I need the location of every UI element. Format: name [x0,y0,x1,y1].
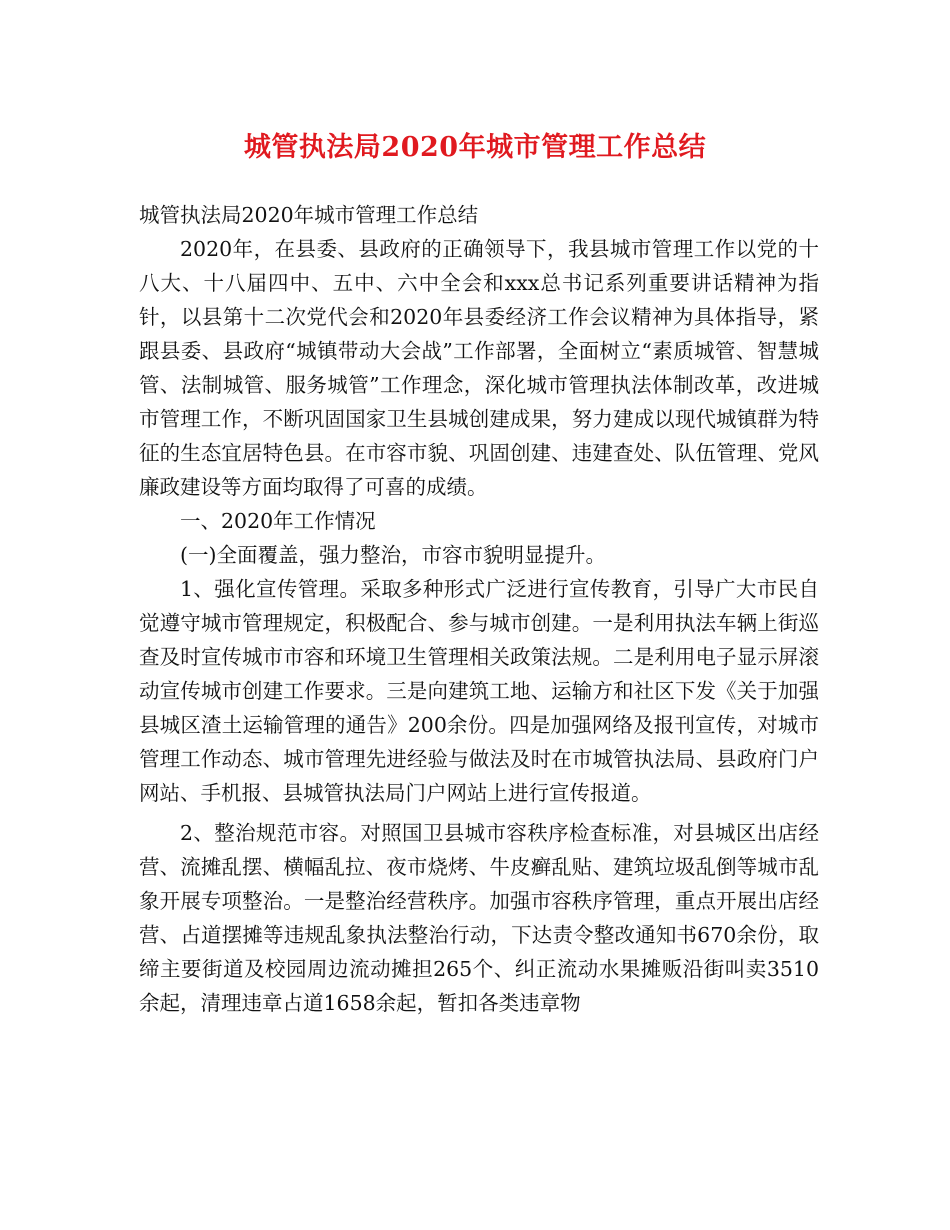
document-body [139,198,819,1020]
intro-paragraph: 2020年，在县委、县政府的正确领导下，我县城市管理工作以党的十八大、十八届四中、五中、六中全会和xxx总书记系列重要讲话精神为指针，以县第十二次党代会和2020年县委经济工作会议精神为具体指导，紧跟县委、县政府“城镇带动大会战”工作部署，全面树立“素质城管、智慧城管、法制城管、服务城管”工作理念，深化城市管理执法体制改革，改进城市管理工作，不断巩固国家卫生县城创建成果，努力建成以现代城镇群为特征的生态宜居特色县。在市容市貌、巩固创建、违建查处、队伍管理、党风廉政建设等方面均取得了可喜的成绩。 [139,237,819,499]
item-paragraph-2: 2、整治规范市容。对照国卫县城市容秩序检查标准，对县城区出店经营、流摊乱摆、横幅乱拉、夜市烧烤、牛皮癣乱贴、建筑垃圾乱倒等城市乱象开展专项整治。一是整治经营秩序。加强市容秩序管理，重点开展出店经营、占道摆摊等违规乱象执法整治行动，下达责令整改通知书670余份，取缔主要街道及校园周边流动摊担265个、纠正流动水果摊贩沿街叫卖3510余起，清理违章占道1658余起，暂扣各类违章物 [139,821,819,1015]
subtitle-paragraph: 城管执法局2020年城市管理工作总结 [139,203,479,227]
section-heading: 一、2020年工作情况 [180,509,376,533]
item-paragraph-1: 1、强化宣传管理。采取多种形式广泛进行宣传教育，引导广大市民自觉遵守城市管理规定，积极配合、参与城市创建。一是利用执法车辆上街巡查及时宣传城市市容和环境卫生管理相关政策法规。二是利用电子显示屏滚动宣传城市创建工作要求。三是向建筑工地、运输方和社区下发《关于加强县城区渣土运输管理的通告》200余份。四是加强网络及报刊宣传，对城市管理工作动态、城市管理先进经验与做法及时在市城管执法局、县政府门户网站、手机报、县城管执法局门户网站上进行宣传报道。 [139,577,819,805]
subsection-heading: (一)全面覆盖，强力整治，市容市貌明显提升。 [180,543,606,567]
document-title: 城管执法局2020年城市管理工作总结 [243,132,707,163]
